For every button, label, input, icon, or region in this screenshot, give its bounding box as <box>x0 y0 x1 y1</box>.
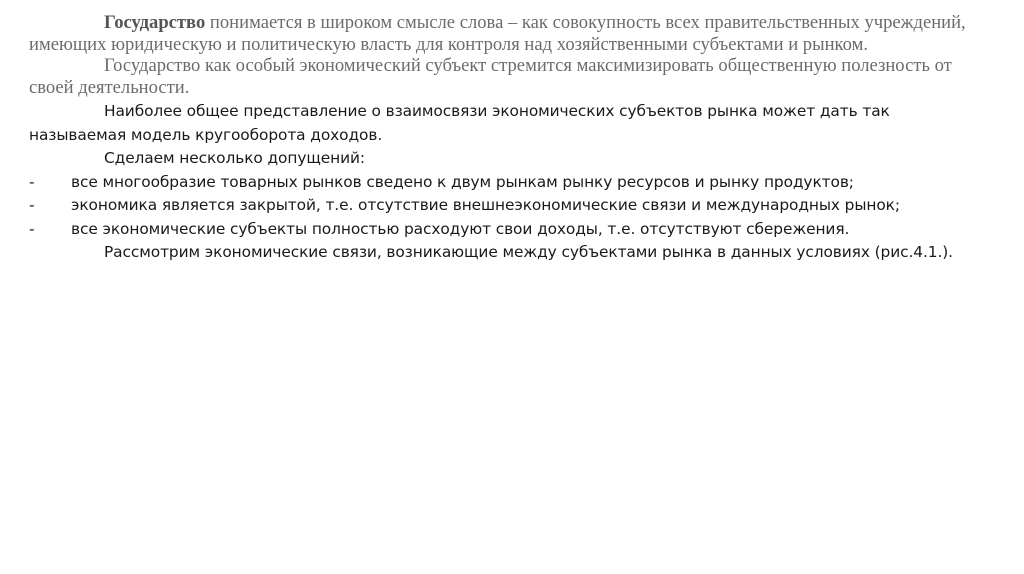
state-term: Государство <box>104 12 206 33</box>
list-item <box>29 194 979 218</box>
list-marker: - <box>29 219 35 238</box>
state-definition-text: понимается в широком смысле слова – как совокупность всех правительственных учреждений, имеющих юридическую и политическую власть для контроля над хозяйственными субъектами и рынком. <box>29 12 966 55</box>
text-body <box>29 12 979 265</box>
paragraph-assumptions-heading: Сделаем несколько допущений: <box>104 149 365 167</box>
paragraph-consider-links: Рассмотрим экономические связи, возникающие между субъектами рынка в данных условиях (рис.4.1.). <box>104 243 953 261</box>
paragraph-state-utility: Государство как особый экономический субъект стремится максимизировать общественную полезность от своей деятельности. <box>29 55 952 98</box>
list-item-text: все многообразие товарных рынков сведено к двум рынкам рынку ресурсов и рынку продуктов; <box>71 172 854 191</box>
list-item <box>29 218 979 242</box>
paragraph-circular-flow-intro: Наиболее общее представление о взаимосвязи экономических субъектов рынка может дать так называемая модель кругооборота доходов. <box>29 102 890 144</box>
paragraph-state-definition <box>29 12 979 55</box>
list-marker: - <box>29 196 35 214</box>
list-item-text: все экономические субъекты полностью расходуют свои доходы, т.е. отсутствуют сбережения. <box>71 219 850 238</box>
list-marker: - <box>29 172 35 191</box>
list-item-text: экономика является закрытой, т.е. отсутствие внешнеэкономические связи и международных рынок; <box>71 196 900 214</box>
list-item <box>29 171 979 195</box>
